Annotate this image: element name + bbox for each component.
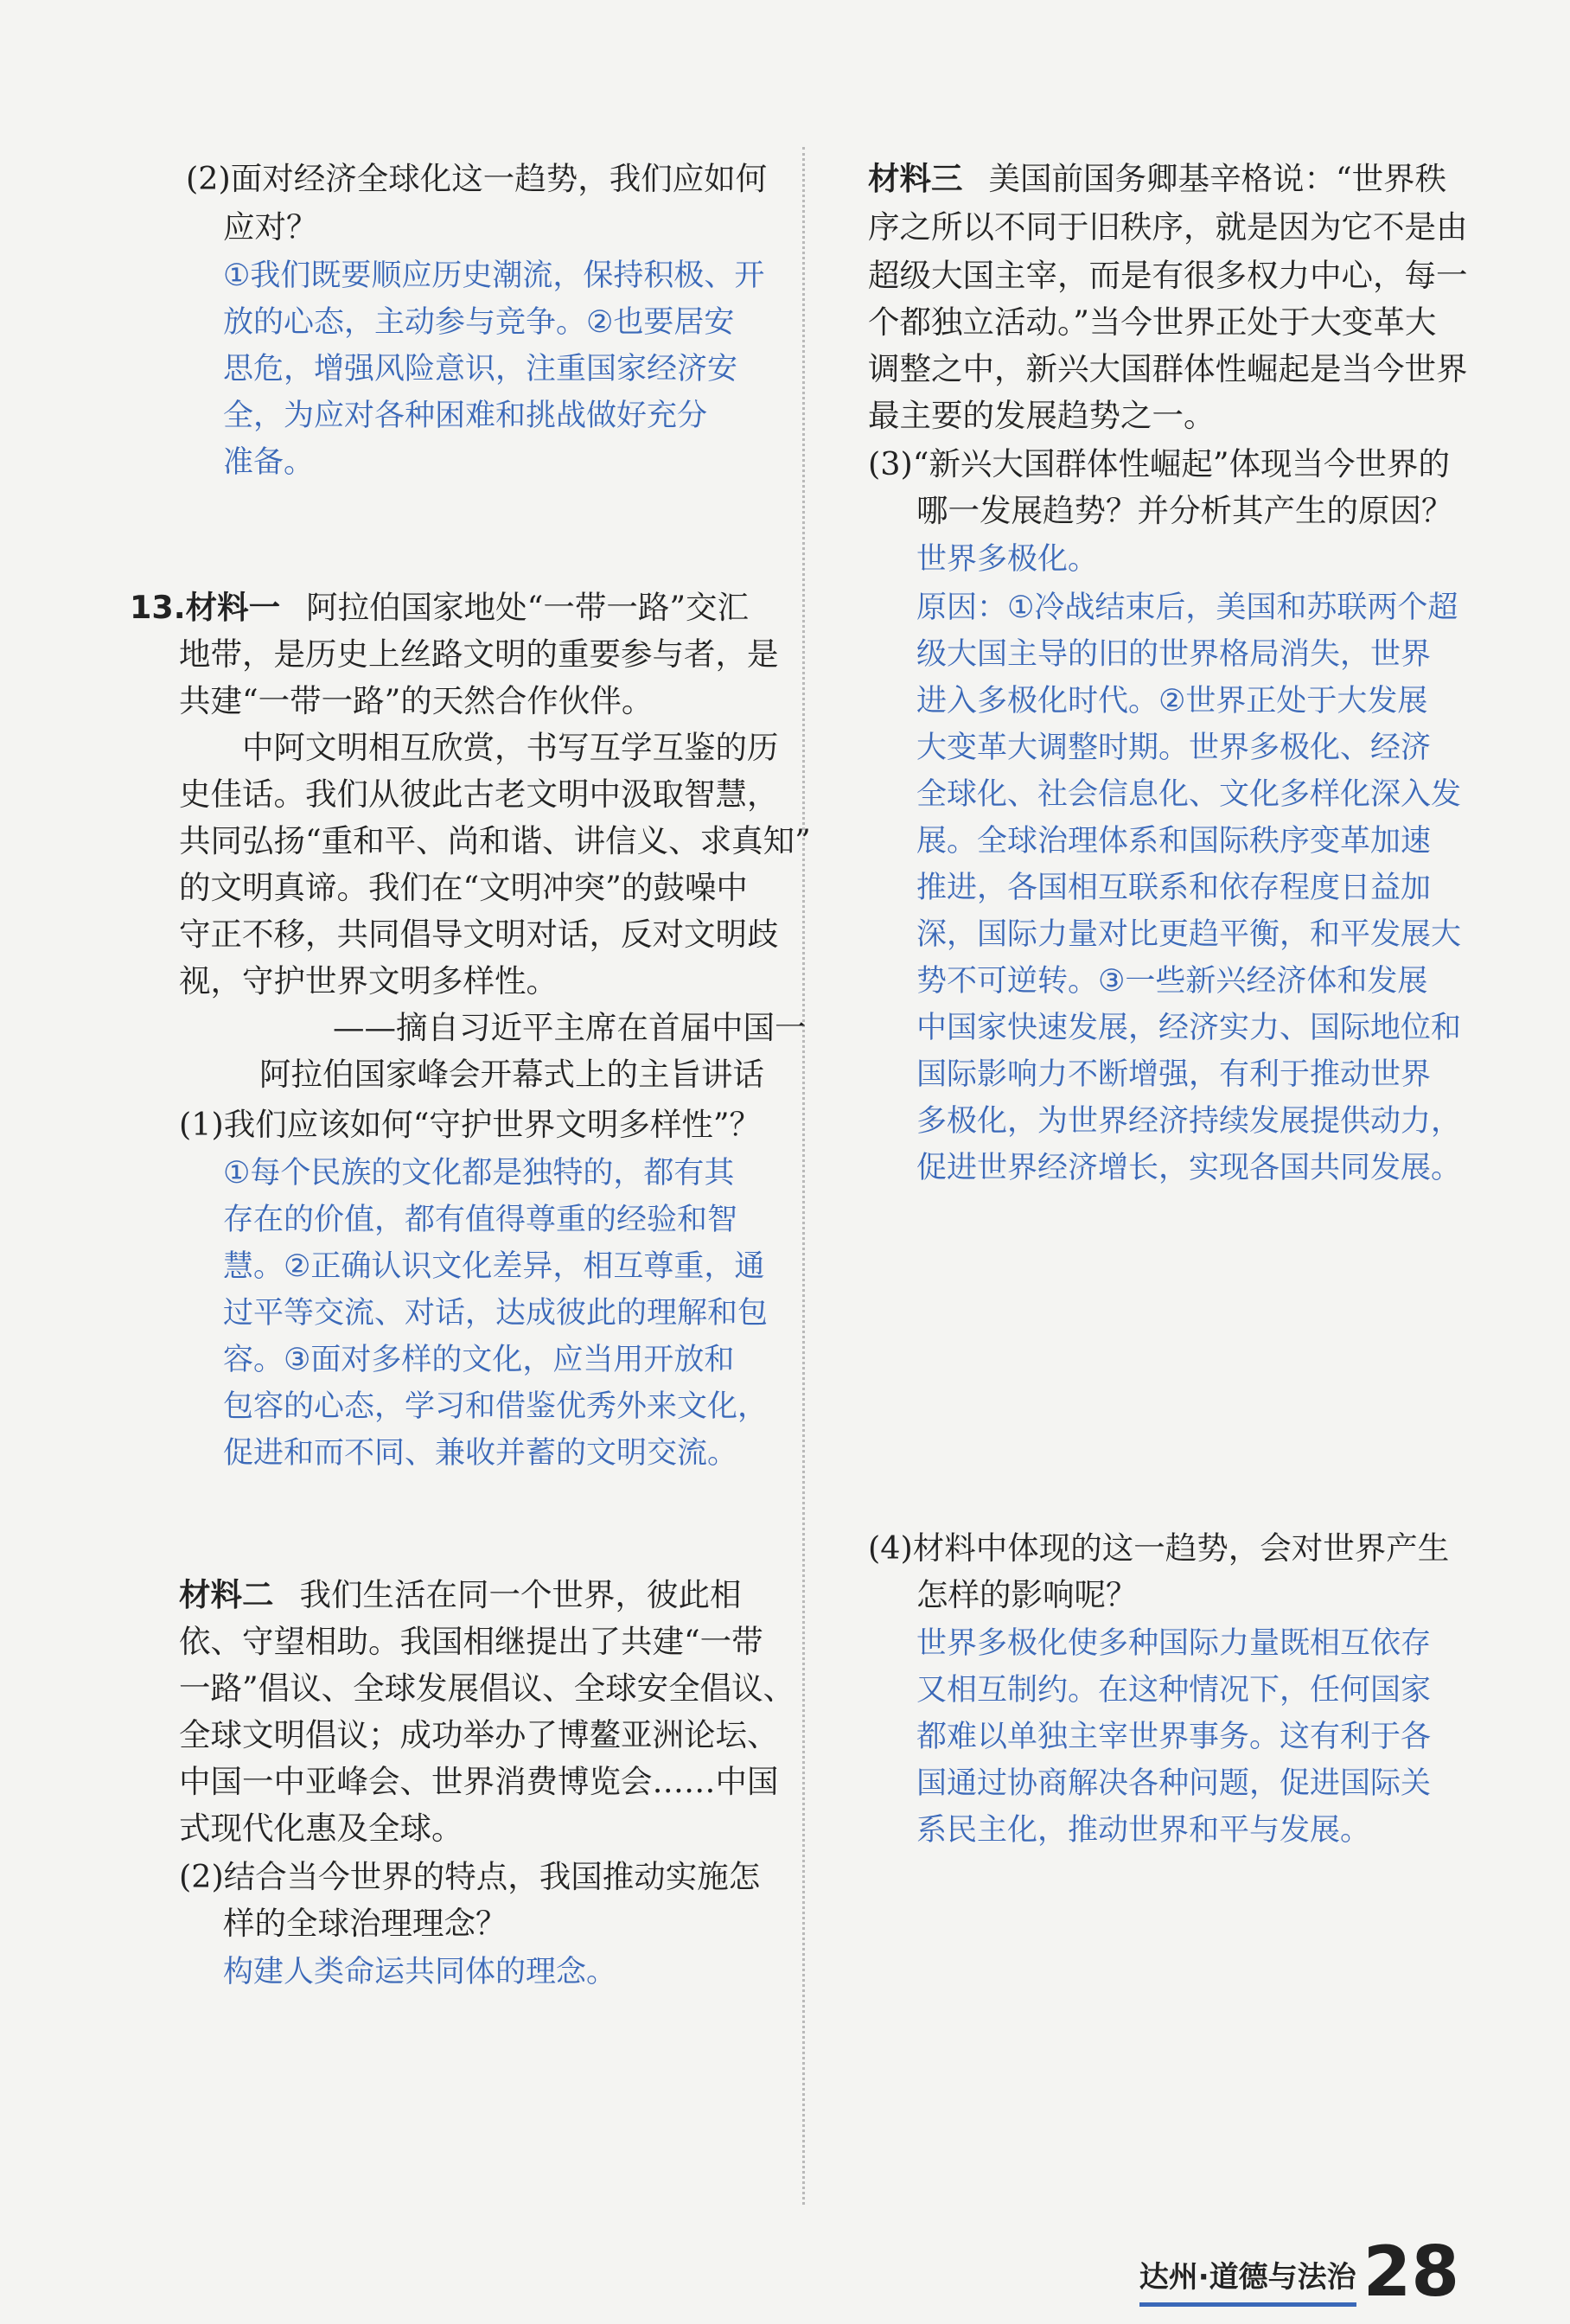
q13-1-answer-line: 容。③面对多样的文化，应当用开放和 bbox=[223, 1343, 735, 1377]
material-1-line: 守正不移，共同倡导文明对话，反对文明歧 bbox=[179, 916, 779, 953]
q3-answer-line: 原因：①冷战结束后，美国和苏联两个超 bbox=[916, 591, 1458, 625]
q3-answer-line: 促进世界经济增长，实现各国共同发展。 bbox=[916, 1151, 1462, 1185]
q3-answer-line: 势不可逆转。③一些新兴经济体和发展 bbox=[916, 964, 1428, 999]
book-title: 达州·道德与法治 bbox=[1139, 2253, 1356, 2307]
material-1-line: 共同弘扬“重和平、尚和谐、讲信义、求真知” bbox=[179, 822, 811, 859]
q3-answer-line: 国际影响力不断增强，有利于推动世界 bbox=[916, 1057, 1432, 1092]
q13-1-answer-line: 慧。②正确认识文化差异，相互尊重，通 bbox=[223, 1249, 765, 1284]
question-number: 13. bbox=[130, 589, 186, 626]
q13-1-answer-line: ①每个民族的文化都是独特的，都有其 bbox=[223, 1156, 735, 1191]
q13-2-answer: 构建人类命运共同体的理念。 bbox=[223, 1955, 617, 1989]
material-2-label: 材料二 bbox=[179, 1576, 274, 1613]
material-2-line: 依、守望相助。我国相继提出了共建“一带 bbox=[179, 1623, 763, 1660]
material-1-line: 史佳话。我们从彼此古老文明中汲取智慧， bbox=[179, 776, 779, 813]
material-3-line: 调整之中，新兴大国群体性崛起是当今世界 bbox=[868, 350, 1468, 387]
material-3-header bbox=[868, 156, 1446, 202]
q12-2-answer-line: 思危，增强风险意识，注重国家经济安 bbox=[223, 352, 738, 386]
material-3-line: 最主要的发展趋势之一。 bbox=[868, 397, 1216, 434]
q4-question: 怎样的影响呢？ bbox=[916, 1576, 1138, 1613]
page-number: 28 bbox=[1363, 2231, 1459, 2312]
q12-2-answer-line: 准备。 bbox=[223, 445, 315, 480]
material-2-line: 一路”倡议、全球发展倡议、全球安全倡议、 bbox=[179, 1670, 795, 1707]
material-2-line: 式现代化惠及全球。 bbox=[179, 1810, 463, 1847]
q13-1-answer-line: 促进和而不同、兼收并蓄的文明交流。 bbox=[223, 1436, 738, 1471]
q4-answer-line: 都难以单独主宰世界事务。这有利于各 bbox=[916, 1720, 1432, 1754]
column-divider bbox=[802, 147, 805, 2205]
q12-2-question-line-1: (2)面对经济全球化这一趋势，我们应如何 bbox=[186, 160, 768, 197]
q3-answer-line: 深，国际力量对比更趋平衡，和平发展大 bbox=[916, 917, 1462, 952]
material-3-line: 序之所以不同于旧秩序，就是因为它不是由 bbox=[868, 208, 1468, 246]
q13-2-question: (2)结合当今世界的特点，我国推动实施怎 bbox=[179, 1858, 761, 1895]
material-3-label: 材料三 bbox=[868, 160, 963, 197]
q13-1-answer-line: 包容的心态，学习和借鉴优秀外来文化， bbox=[223, 1389, 769, 1424]
material-2-header bbox=[179, 1572, 742, 1618]
q3-answer-line: 世界多极化。 bbox=[916, 542, 1099, 577]
material-2-line: 我们生活在同一个世界，彼此相 bbox=[299, 1576, 742, 1613]
material-1-line: 视，守护世界文明多样性。 bbox=[179, 962, 558, 999]
q13-1-question: (1)我们应该如何“守护世界文明多样性”？ bbox=[179, 1106, 762, 1143]
q3-question: 哪一发展趋势？并分析其产生的原因？ bbox=[916, 492, 1453, 529]
material-1-line: 共建“一带一路”的天然合作伙伴。 bbox=[179, 682, 654, 719]
q12-2-answer-line: 放的心态，主动参与竞争。②也要居安 bbox=[223, 305, 735, 340]
q4-answer-line: 又相互制约。在这种情况下，任何国家 bbox=[916, 1673, 1432, 1708]
page-footer bbox=[1139, 2231, 1459, 2312]
q3-question: (3)“新兴大国群体性崛起”体现当今世界的 bbox=[868, 445, 1451, 482]
q4-question: (4)材料中体现的这一趋势，会对世界产生 bbox=[868, 1529, 1450, 1567]
q3-answer-line: 中国家快速发展，经济实力、国际地位和 bbox=[916, 1011, 1462, 1045]
material-1-line: 的文明真谛。我们在“文明冲突”的鼓噪中 bbox=[179, 869, 748, 906]
q13-1-answer-line: 过平等交流、对话，达成彼此的理解和包 bbox=[223, 1296, 769, 1331]
q3-answer-line: 多极化，为世界经济持续发展提供动力， bbox=[916, 1104, 1462, 1139]
q3-answer-line: 展。全球治理体系和国际秩序变革加速 bbox=[916, 824, 1432, 859]
q3-answer-line: 推进，各国相互联系和依存程度日益加 bbox=[916, 871, 1432, 905]
material-3-line: 超级大国主宰，而是有很多权力中心，每一 bbox=[868, 257, 1468, 294]
material-2-line: 中国一中亚峰会、世界消费博览会……中国 bbox=[179, 1763, 779, 1800]
q4-answer-line: 世界多极化使多种国际力量既相互依存 bbox=[916, 1626, 1432, 1661]
material-1-label: 材料一 bbox=[185, 589, 281, 626]
material-1-line: 阿拉伯国家地处“一带一路”交汇 bbox=[306, 589, 749, 626]
material-3-line: 美国前国务卿基辛格说：“世界秩 bbox=[988, 160, 1447, 197]
material-1-source: ——摘自习近平主席在首届中国一 bbox=[333, 1009, 807, 1046]
q12-2-answer-line: ①我们既要顺应历史潮流，保持积极、开 bbox=[223, 259, 765, 293]
q13-header bbox=[130, 584, 749, 631]
q13-1-answer-line: 存在的价值，都有值得尊重的经验和智 bbox=[223, 1203, 738, 1237]
q3-answer-line: 级大国主导的旧的世界格局消失，世界 bbox=[916, 637, 1432, 672]
q13-2-question: 样的全球治理理念？ bbox=[223, 1905, 507, 1942]
q3-answer-line: 全球化、社会信息化、文化多样化深入发 bbox=[916, 777, 1462, 812]
q12-2-answer-line: 全，为应对各种困难和挑战做好充分 bbox=[223, 399, 708, 433]
material-3-line: 个都独立活动。”当今世界正处于大变革大 bbox=[868, 303, 1437, 341]
q4-answer-line: 系民主化，推动世界和平与发展。 bbox=[916, 1813, 1371, 1848]
material-1-line: 地带，是历史上丝路文明的重要参与者，是 bbox=[179, 635, 779, 673]
material-2-line: 全球文明倡议；成功举办了博鳌亚洲论坛、 bbox=[179, 1716, 779, 1753]
q3-answer-line: 进入多极化时代。②世界正处于大发展 bbox=[916, 684, 1428, 718]
q3-answer-line: 大变革大调整时期。世界多极化、经济 bbox=[916, 731, 1432, 765]
q4-answer-line: 国通过协商解决各种问题，促进国际关 bbox=[916, 1766, 1432, 1801]
material-1-source: 阿拉伯国家峰会开幕式上的主旨讲话 bbox=[259, 1056, 764, 1093]
q12-2-question-line-2: 应对？ bbox=[223, 208, 318, 246]
material-1-line: 中阿文明相互欣赏，书写互学互鉴的历 bbox=[242, 729, 779, 766]
